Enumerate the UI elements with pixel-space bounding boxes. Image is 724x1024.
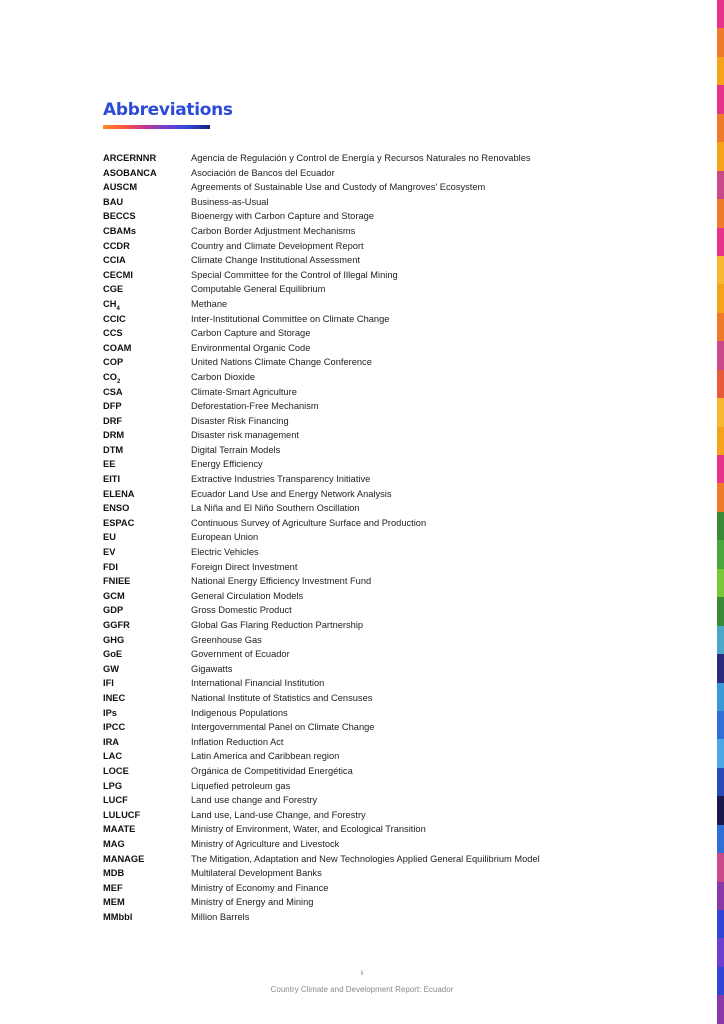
abbreviation-row — [103, 180, 540, 195]
side-strip-segment — [717, 910, 724, 938]
side-strip-segment — [717, 825, 724, 853]
abbreviation-row — [103, 355, 540, 370]
abbreviation-code: MDB — [103, 868, 125, 879]
abbreviation-code: COP — [103, 357, 124, 368]
abbreviation-code: EV — [103, 547, 116, 558]
side-strip-segment — [717, 398, 724, 426]
abbreviation-subscript: 4 — [116, 305, 120, 312]
side-strip-segment — [717, 683, 724, 711]
abbreviation-row — [103, 735, 540, 750]
side-strip-segment — [717, 313, 724, 341]
abbreviation-row — [103, 472, 540, 487]
abbreviation-row — [103, 312, 540, 327]
abbreviation-definition: Inflation Reduction Act — [191, 736, 284, 747]
abbreviation-row — [103, 516, 540, 531]
abbreviation-definition: Greenhouse Gas — [191, 634, 262, 645]
abbreviation-code: MEF — [103, 882, 123, 893]
abbreviation-definition: Continuous Survey of Agriculture Surface and Production — [191, 517, 427, 528]
abbreviation-definition: The Mitigation, Adaptation and New Technologies Applied General Equilibrium Model — [191, 853, 540, 864]
footer-page-number: ii — [360, 970, 364, 977]
abbreviation-row — [103, 633, 540, 648]
abbreviation-definition: Environmental Organic Code — [191, 342, 311, 353]
abbreviation-definition: La Niña and El Niño Southern Oscillation — [191, 503, 360, 514]
abbreviation-definition: Deforestation-Free Mechanism — [191, 401, 319, 412]
abbreviation-row — [103, 443, 540, 458]
side-strip-segment — [717, 57, 724, 85]
side-strip-segment — [717, 483, 724, 511]
side-strip-segment — [717, 853, 724, 881]
abbreviation-definition: Energy Efficiency — [191, 459, 263, 470]
abbreviation-row — [103, 166, 540, 181]
abbreviation-code: CCS — [103, 328, 123, 339]
abbreviation-code: EITI — [103, 474, 121, 485]
abbreviation-row — [103, 224, 540, 239]
page-title: Abbreviations — [103, 100, 233, 120]
side-strip-segment — [717, 370, 724, 398]
abbreviation-definition: Government of Ecuador — [191, 649, 290, 660]
abbreviation-definition: Inter-Institutional Committee on Climate Change — [191, 313, 390, 324]
abbreviation-row — [103, 647, 540, 662]
abbreviation-definition: Special Committee for the Control of Illegal Mining — [191, 269, 398, 280]
abbreviation-code: $CO_2$ — [103, 371, 121, 385]
abbreviation-row — [103, 414, 540, 429]
abbreviation-definition: National Energy Efficiency Investment Fund — [191, 576, 372, 587]
side-strip-segment — [717, 654, 724, 682]
abbreviation-definition: Carbon Capture and Storage — [191, 328, 311, 339]
abbreviation-row — [103, 881, 540, 896]
abbreviation-code: ENSO — [103, 503, 130, 514]
abbreviation-definition: Climate-Smart Agriculture — [191, 386, 297, 397]
abbreviation-definition: Business-as-Usual — [191, 196, 269, 207]
side-strip-segment — [717, 171, 724, 199]
abbreviation-definition: Ministry of Environment, Water, and Ecological Transition — [191, 824, 426, 835]
abbreviation-code: BAU — [103, 196, 124, 207]
abbreviation-definition: Intergovernmental Panel on Climate Change — [191, 722, 375, 733]
side-strip-segment — [717, 597, 724, 625]
abbreviation-definition: Indigenous Populations — [191, 707, 288, 718]
abbreviation-row — [103, 253, 540, 268]
abbreviation-code: IFI — [103, 678, 114, 689]
side-strip-segment — [717, 796, 724, 824]
side-strip-segment — [717, 228, 724, 256]
abbreviation-definition: Ministry of Energy and Mining — [191, 897, 314, 908]
abbreviation-row — [103, 618, 540, 633]
abbreviation-definition: Asociación de Bancos del Ecuador — [191, 167, 335, 178]
side-strip-segment — [717, 142, 724, 170]
abbreviation-row — [103, 268, 540, 283]
abbreviation-row — [103, 530, 540, 545]
side-strip-segment — [717, 569, 724, 597]
abbreviation-code: BECCS — [103, 211, 136, 222]
side-strip-segment — [717, 341, 724, 369]
side-strip-segment — [717, 28, 724, 56]
abbreviation-definition: Digital Terrain Models — [191, 444, 281, 455]
abbreviation-code: ARCERNNR — [103, 153, 157, 163]
abbreviation-row — [103, 326, 540, 341]
abbreviation-code: $CH_4$ — [103, 298, 120, 312]
abbreviation-definition: Methane — [191, 298, 228, 309]
abbreviation-code: ELENA — [103, 488, 135, 499]
side-strip-segment — [717, 114, 724, 142]
abbreviation-code: INEC — [103, 692, 126, 703]
side-strip-segment — [717, 455, 724, 483]
abbreviation-code: GCM — [103, 590, 125, 601]
abbreviation-code: LULUCF — [103, 809, 141, 820]
abbreviation-row — [103, 428, 540, 443]
abbreviation-definition: Disaster risk management — [191, 430, 299, 441]
abbreviation-row — [103, 209, 540, 224]
abbreviation-row — [103, 399, 540, 414]
abbreviation-row — [103, 837, 540, 852]
abbreviation-definition: Extractive Industries Transparency Initiative — [191, 474, 371, 485]
abbreviation-definition: Computable General Equilibrium — [191, 284, 326, 295]
abbreviation-row — [103, 151, 540, 166]
abbreviation-row — [103, 370, 540, 385]
abbreviation-definition: Country and Climate Development Report — [191, 240, 364, 251]
abbreviation-row — [103, 282, 540, 297]
side-strip-segment — [717, 256, 724, 284]
abbreviation-code: CGE — [103, 284, 124, 295]
abbreviation-code: ASOBANCA — [103, 167, 157, 178]
abbreviation-code: CCIC — [103, 313, 126, 324]
abbreviation-code: FNIEE — [103, 576, 131, 587]
abbreviation-code: CCIA — [103, 255, 126, 266]
side-strip-segment — [717, 711, 724, 739]
abbreviation-code: MEM — [103, 897, 125, 908]
abbreviation-definition: Gross Domestic Product — [191, 605, 292, 616]
abbreviation-definition: Carbon Border Adjustment Mechanisms — [191, 225, 356, 236]
side-strip-segment — [717, 427, 724, 455]
abbreviation-code: IPs — [103, 707, 117, 718]
side-strip-segment — [717, 0, 724, 28]
abbreviation-definition: Foreign Direct Investment — [191, 561, 298, 572]
abbreviation-list — [103, 151, 540, 924]
abbreviation-code: MAATE — [103, 824, 136, 835]
abbreviation-row — [103, 852, 540, 867]
abbreviation-code: DRF — [103, 415, 123, 426]
abbreviation-code: GGFR — [103, 620, 130, 630]
abbreviation-row — [103, 239, 540, 254]
abbreviation-code: DRM — [103, 430, 125, 441]
abbreviation-code: CCDR — [103, 240, 130, 251]
abbreviation-definition: Agreements of Sustainable Use and Custody of Mangroves' Ecosystem — [191, 182, 486, 193]
side-strip-segment — [717, 967, 724, 995]
abbreviation-definition: Multilateral Development Banks — [191, 868, 322, 879]
abbreviation-definition: Million Barrels — [191, 911, 250, 922]
abbreviation-row — [103, 691, 540, 706]
abbreviation-definition: United Nations Climate Change Conference — [191, 357, 372, 368]
abbreviation-definition: Carbon Dioxide — [191, 371, 256, 382]
abbreviation-code: AUSCM — [103, 182, 138, 193]
abbreviation-code: ESPAC — [103, 517, 135, 528]
abbreviation-code: LUCF — [103, 795, 128, 806]
abbreviation-row — [103, 457, 540, 472]
abbreviation-row — [103, 195, 540, 210]
abbreviation-definition: Climate Change Institutional Assessment — [191, 255, 360, 266]
abbreviation-row — [103, 676, 540, 691]
abbreviation-code: GW — [103, 663, 120, 674]
abbreviation-definition: Orgánica de Competitividad Energética — [191, 765, 353, 776]
side-strip-segment — [717, 512, 724, 540]
abbreviation-code: CSA — [103, 386, 123, 397]
abbreviation-row — [103, 560, 540, 575]
abbreviation-definition: General Circulation Models — [191, 590, 304, 601]
abbreviation-definition: Ministry of Agriculture and Livestock — [191, 838, 340, 849]
title-gradient-bar — [103, 125, 210, 129]
abbreviation-definition: Agencia de Regulación y Control de Energía y Recursos Naturales no Renovables — [191, 153, 531, 163]
side-strip-segment — [717, 768, 724, 796]
abbreviation-code: EE — [103, 459, 116, 470]
abbreviation-code: MAG — [103, 838, 125, 849]
abbreviation-definition: Disaster Risk Financing — [191, 415, 289, 426]
side-strip-segment — [717, 540, 724, 568]
abbreviation-code: DFP — [103, 401, 122, 412]
abbreviation-code: LPG — [103, 780, 123, 791]
side-strip-segment — [717, 739, 724, 767]
abbreviation-row — [103, 501, 540, 516]
abbreviation-definition: Gigawatts — [191, 663, 233, 674]
abbreviation-code: GDP — [103, 605, 124, 616]
side-strip-segment — [717, 995, 724, 1023]
abbreviation-code: COAM — [103, 342, 132, 353]
abbreviation-row — [103, 749, 540, 764]
abbreviation-row — [103, 822, 540, 837]
abbreviation-row — [103, 662, 540, 677]
side-color-strip — [717, 0, 724, 1024]
side-strip-segment — [717, 626, 724, 654]
abbreviation-row — [103, 545, 540, 560]
abbreviation-row — [103, 895, 540, 910]
abbreviation-definition: Liquefied petroleum gas — [191, 780, 291, 791]
abbreviation-code: GHG — [103, 634, 125, 645]
abbreviation-row — [103, 487, 540, 502]
abbreviation-row — [103, 603, 540, 618]
abbreviation-definition: Electric Vehicles — [191, 547, 259, 558]
abbreviation-definition: Latin America and Caribbean region — [191, 751, 340, 762]
abbreviation-row — [103, 297, 540, 312]
abbreviation-row — [103, 910, 540, 925]
abbreviation-row — [103, 706, 540, 721]
abbreviation-definition: Ecuador Land Use and Energy Network Analysis — [191, 488, 392, 499]
abbreviation-definition: Global Gas Flaring Reduction Partnership — [191, 620, 364, 630]
abbreviation-code: IRA — [103, 736, 120, 747]
side-strip-segment — [717, 284, 724, 312]
abbreviation-row — [103, 866, 540, 881]
abbreviation-row — [103, 779, 540, 794]
footer-report-title: Country Climate and Development Report: Ecuador — [270, 985, 454, 994]
abbreviation-code: MANAGE — [103, 853, 145, 864]
abbreviation-subscript: 2 — [116, 378, 121, 385]
abbreviation-definition: Land use, Land-use Change, and Forestry — [191, 809, 366, 820]
abbreviation-code: MMbbl — [103, 911, 133, 922]
abbreviation-code: CBAMs — [103, 225, 137, 236]
abbreviation-definition: Bioenergy with Carbon Capture and Storage — [191, 211, 374, 222]
abbreviation-definition: European Union — [191, 532, 259, 543]
abbreviation-row — [103, 574, 540, 589]
abbreviation-definition: International Financial Institution — [191, 678, 325, 689]
abbreviation-row — [103, 808, 540, 823]
abbreviation-code: FDI — [103, 561, 118, 572]
abbreviation-code: IPCC — [103, 722, 126, 733]
abbreviation-definition: National Institute of Statistics and Censuses — [191, 692, 373, 703]
abbreviation-code: EU — [103, 532, 116, 543]
abbreviation-definition: Ministry of Economy and Finance — [191, 882, 329, 893]
abbreviation-row — [103, 385, 540, 400]
abbreviation-row — [103, 341, 540, 356]
side-strip-segment — [717, 199, 724, 227]
abbreviation-row — [103, 720, 540, 735]
side-strip-segment — [717, 938, 724, 966]
side-strip-segment — [717, 882, 724, 910]
abbreviation-code: LAC — [103, 751, 123, 762]
abbreviation-code: GoE — [103, 649, 123, 660]
side-strip-segment — [717, 85, 724, 113]
abbreviation-row — [103, 793, 540, 808]
abbreviation-code: CECMI — [103, 269, 133, 280]
abbreviation-row — [103, 764, 540, 779]
abbreviation-row — [103, 589, 540, 604]
abbreviation-code: DTM — [103, 444, 124, 455]
abbreviation-definition: Land use change and Forestry — [191, 795, 318, 806]
abbreviation-code: LOCE — [103, 765, 129, 776]
